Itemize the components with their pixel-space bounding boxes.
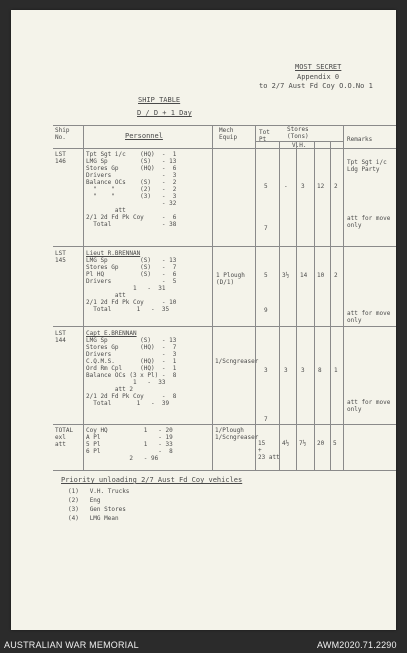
header-tot-pt: Tot Pt: [259, 129, 270, 143]
row-stores-3: 12: [317, 183, 325, 190]
priority-title: Priority unloading 2/7 Aust Fd Coy vehicles: [61, 476, 243, 484]
row-personnel: Capt E.BRENNAN LMG Sp (S) - 13 Stores Gp (HQ) - 7 Drivers - 3 C.Q.M.S. (HQ) - 1 Ord Rm Cpl (HQ) - 1 Balance OCs (3 x Pl) - 8 1 - 33 att 2 2/1 2d Fd Pk Coy - 8 Total 1 - 39: [86, 330, 177, 407]
row-personnel: Coy HQ 1 - 20 A Pl - 19 5 Pl 1 - 33 6 Pl - 8 2 - 96: [86, 427, 173, 462]
row-stores-2: 7½: [299, 440, 307, 447]
row-ship-no: LST 146: [55, 151, 66, 165]
header-personnel: Personnel: [125, 132, 163, 140]
list-item: (2) Eng: [68, 497, 101, 504]
row-mech-equip: 1/Plough 1/Scngreaser: [215, 427, 259, 441]
row-stores-1: -: [284, 183, 288, 190]
row-stores-3: 20: [317, 440, 325, 447]
row-stores-4: 2: [334, 183, 338, 190]
list-item: (4) LMG Mean: [68, 515, 119, 522]
row-stores-2: 3: [301, 367, 305, 374]
header-ship-no: Ship No.: [55, 127, 70, 141]
row-tot-pt: 5 7: [264, 183, 268, 232]
row-stores-3: 8: [318, 367, 322, 374]
row-ship-no: TOTAL exl att: [55, 427, 74, 448]
row-personnel: Lieut R.BRENNAN LMG Sp (S) - 13 Stores Gp (S) - 7 Pl HQ (S) - 6 Drivers - 5 1 - 31 att 2/1 2d Fd Pk Coy - 10 Total 1 - 35: [86, 250, 177, 313]
row-ship-no: LST 144: [55, 330, 66, 344]
row-stores-1: 4½: [282, 440, 290, 447]
row-tot-pt: 15 + 23 att: [258, 440, 280, 461]
row-ship-no: LST 145: [55, 250, 66, 264]
appendix-reference: to 2/7 Aust Fd Coy O.O.No 1: [259, 82, 373, 90]
table-subtitle: D / D + 1 Day: [137, 109, 192, 117]
row-remarks: Tpt Sgt i/c Ldg Party att for move only: [347, 159, 391, 229]
row-tot-pt: 5 9: [264, 272, 268, 314]
row-remarks: att for move only: [347, 310, 391, 324]
row-mech-equip: 1/Scngreaser: [215, 358, 259, 365]
row-stores-4: 2: [334, 272, 338, 279]
row-stores-4: 5: [333, 440, 337, 447]
secrecy-marking: MOST SECRET: [295, 63, 342, 71]
row-stores-2: 3: [301, 183, 305, 190]
list-item: (1) V.H. Trucks: [68, 488, 130, 495]
header-remarks: Remarks: [347, 136, 373, 143]
row-stores-1: 3½: [282, 272, 290, 279]
list-item: (3) Gen Stores: [68, 506, 126, 513]
row-mech-equip: 1 Plough (D/1): [216, 272, 245, 286]
row-tot-pt: 3 7: [264, 367, 268, 423]
row-personnel: Tpt Sgt i/c (HQ) - 1 LMG Sp (S) - 13 Stores Gp (HQ) - 6 Drivers - 3 Balance OCs (S) - 2 " " (2) - 2 " " (3) - 3 - 32 att 2/1 2d Fd Pk Coy - 6 Total - 38: [86, 151, 177, 228]
header-stores: Stores (Tons): [287, 126, 309, 140]
header-mech-equip: Mech Equip: [219, 127, 238, 141]
document-page: [11, 10, 396, 630]
row-stores-4: 1: [334, 367, 338, 374]
row-stores-2: 14: [300, 272, 308, 279]
appendix-label: Appendix 0: [297, 73, 340, 81]
archive-reference: AWM2020.71.2290: [317, 640, 397, 650]
table-title: SHIP TABLE: [138, 96, 181, 104]
row-stores-1: 3: [284, 367, 288, 374]
row-stores-3: 10: [317, 272, 325, 279]
header-stores-sub: V.H.: [292, 142, 307, 149]
row-remarks: att for move only: [347, 399, 391, 413]
archive-credit: AUSTRALIAN WAR MEMORIAL: [4, 640, 139, 650]
